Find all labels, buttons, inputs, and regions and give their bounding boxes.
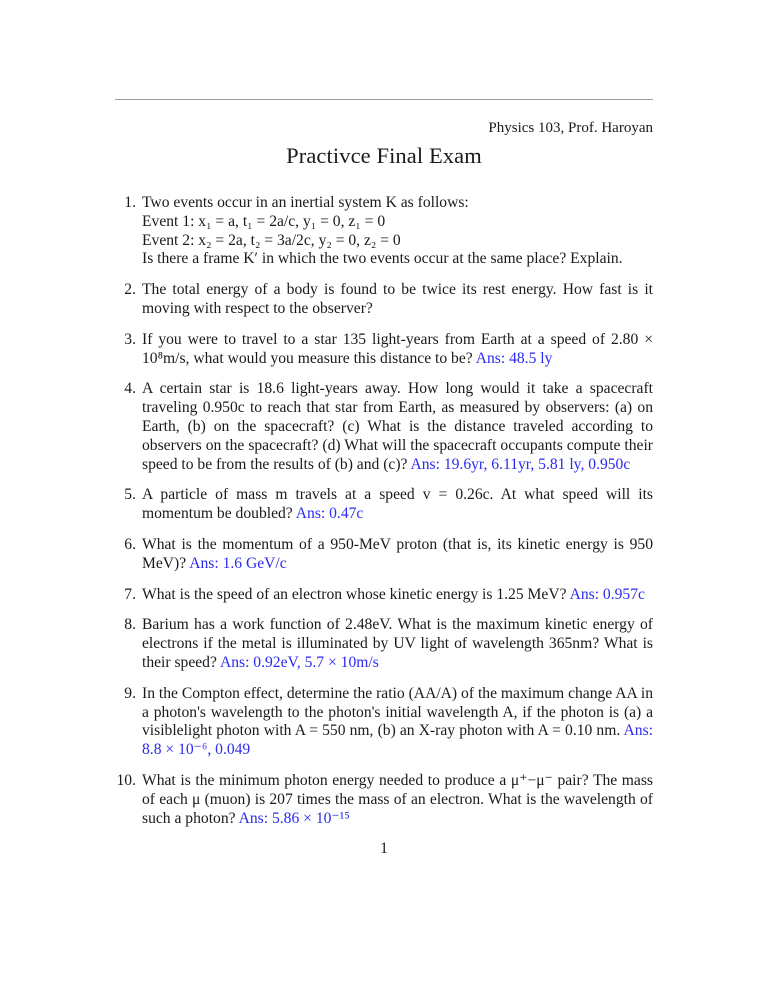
event-1-line: Event 1: x₁ = a, t₁ = 2a/c, y₁ = 0, z₁ = 0	[142, 212, 386, 230]
problem-text: The total energy of a body is found to be twice its rest energy. How fast is it moving with respect to the observer?	[142, 281, 653, 317]
problem-number: 6.	[124, 535, 136, 553]
problem-list	[115, 194, 653, 828]
problem-text-line: Two events occur in an inertial system K as follows:	[142, 194, 469, 211]
problem-number: 1.	[124, 194, 136, 211]
event-2-line: Event 2: x₂ = 2a, t₂ = 3a/2c, y₂ = 0, z₂ = 0	[142, 231, 401, 249]
problem-text: If you were to travel to a star 135 light-years from Earth at a speed of 2.80 × 10⁸m/s, what would you measure this distance to be?	[142, 330, 653, 367]
page-title: Practivce Final Exam	[286, 143, 482, 168]
header-rule	[115, 99, 653, 100]
problem-text: What is the momentum of a 950-MeV proton (that is, its kinetic energy is 950 MeV)?	[142, 535, 653, 572]
page-number: 1	[380, 840, 388, 857]
problem-number: 4.	[124, 380, 136, 398]
problem-text: What is the speed of an electron whose kinetic energy is 1.25 MeV?	[142, 585, 567, 603]
problem-number: 3.	[124, 330, 136, 348]
problem-text: In the Compton effect, determine the ratio (AA/A) of the maximum change AA in a photon's wavelength to the photon's initial wavelength A, if the photon is (a) a visiblelight photon with A = 550 nm, (b) an X-ray photon with A = 0.10 nm.	[142, 684, 653, 740]
answer: Ans: 0.92eV, 5.7 × 10m/s	[219, 653, 379, 671]
problem-4	[115, 380, 653, 474]
answer: Ans: 0.957c	[569, 585, 645, 603]
problem-3	[115, 331, 653, 369]
problem-text: A particle of mass m travels at a speed v = 0.26c. At what speed will its momentum be doubled?	[142, 486, 653, 523]
problem-text: Barium has a work function of 2.48eV. What is the maximum kinetic energy of electrons if the metal is illuminated by UV light of wavelength 365nm? What is their speed?	[142, 616, 653, 671]
problem-9	[115, 685, 653, 760]
problem-6	[115, 536, 653, 574]
problem-8	[115, 616, 653, 672]
problem-number: 2.	[124, 281, 136, 299]
problem-1	[115, 194, 653, 269]
answer: Ans: 0.47c	[295, 505, 364, 523]
problem-text: A certain star is 18.6 light-years away. How long would it take a spacecraft traveling 0.950c to reach that star from Earth, as measured by observers: (a) on Earth, (b) on the spacecraft? (c) What is the distance traveled according to observers on the spacecraft? (d) What will the spacecraft occupants compute their speed to be from the results of (b) and (c)?	[142, 380, 653, 473]
course-label: Physics 103, Prof. Haroyan	[488, 120, 653, 136]
problem-number: 8.	[124, 616, 136, 634]
answer: Ans: 5.86 × 10⁻¹⁵	[238, 809, 350, 827]
problem-question-line: Is there a frame K′ in which the two events occur at the same place? Explain.	[142, 250, 623, 268]
problem-text: What is the minimum photon energy needed to produce a μ⁺−μ⁻ pair? The mass of each μ (muon) is 207 times the mass of an electron. What is the wavelength of such a photon?	[142, 771, 653, 827]
problem-number: 10.	[116, 771, 136, 789]
answer: Ans: 1.6 GeV/c	[189, 554, 287, 572]
answer: Ans: 8.8 × 10⁻⁶, 0.049	[142, 722, 653, 759]
answer: Ans: 48.5 ly	[475, 349, 553, 367]
problem-number: 7.	[124, 585, 136, 603]
problem-10	[115, 772, 653, 828]
problem-number: 5.	[124, 486, 136, 504]
answer: Ans: 19.6yr, 6.11yr, 5.81 ly, 0.950c	[410, 455, 631, 473]
problem-7	[115, 586, 653, 605]
problem-5	[115, 486, 653, 524]
problem-number: 9.	[124, 684, 136, 702]
problem-2	[115, 281, 653, 319]
